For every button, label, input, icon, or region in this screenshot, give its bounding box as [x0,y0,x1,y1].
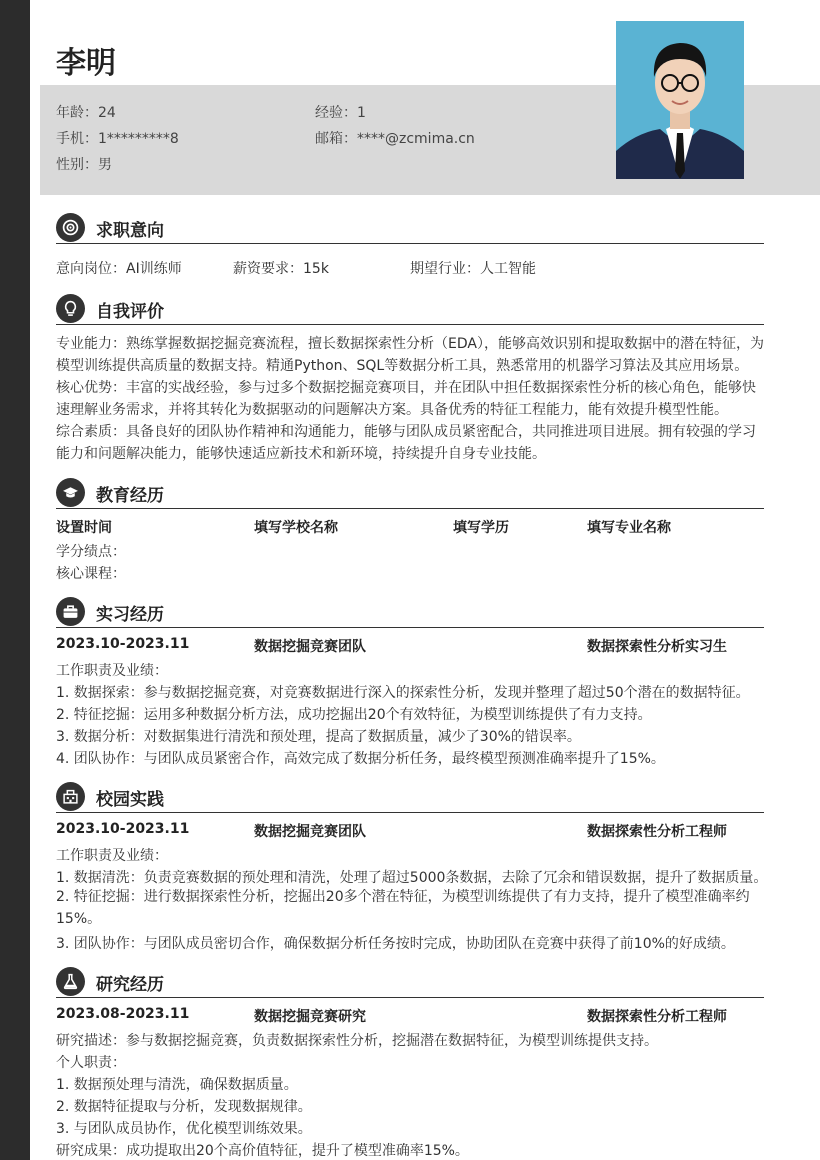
research-duty-label: 个人职责： [56,1055,126,1071]
internship-time: 2023.10-2023.11 [56,636,190,652]
briefcase-icon [56,597,85,626]
section-header-campus [56,782,764,813]
section-header-education [56,478,764,509]
internship-org: 数据挖掘竞赛团队 [254,639,366,655]
research-item: 1. 数据预处理与清洗，确保数据质量。 [56,1077,298,1093]
experience: 经验：1 [315,105,366,121]
section-title-campus: 校园实践 [96,790,164,810]
self-eval-strength: 核心优势：丰富的实战经验，参与过多个数据挖掘竞赛项目，并在团队中担任数据探索性分析的核心角色，能够快速理解业务需求，并将其转化为数据驱动的问题解决方案。具备优秀的特征工程能力，能有效提升模型性能。 [56,380,756,418]
section-header-research [56,967,764,998]
intent-industry: 期望行业：人工智能 [410,261,536,277]
research-item: 3. 与团队成员协作，优化模型训练效果。 [56,1121,312,1137]
portrait-illustration [616,21,744,179]
campus-role: 数据探索性分析工程师 [587,824,727,840]
section-title-research: 研究经历 [96,975,164,995]
section-header-internship [56,597,764,628]
research-role: 数据探索性分析工程师 [587,1009,727,1025]
education-school: 填写学校名称 [254,520,338,536]
lightbulb-icon [56,294,85,323]
target-icon [56,213,85,242]
campus-duty-label: 工作职责及业绩： [56,848,168,864]
section-header-intent [56,213,764,244]
campus-time: 2023.10-2023.11 [56,821,190,837]
research-result: 研究成果：成功提取出20个高价值特征，提升了模型准确率15%。 [56,1143,469,1159]
research-description: 研究描述：参与数据挖掘竞赛，负责数据探索性分析，挖掘潜在数据特征，为模型训练提供支持。 [56,1033,658,1049]
internship-item: 4. 团队协作：与团队成员紧密合作，高效完成了数据分析任务，最终模型预测准确率提升了15%。 [56,751,665,767]
internship-duty-label: 工作职责及业绩： [56,663,168,679]
internship-role: 数据探索性分析实习生 [587,639,727,655]
self-eval-professional: 专业能力：熟练掌握数据挖掘竞赛流程，擅长数据探索性分析（EDA），能够高效识别和提取数据中的潜在特征，为模型训练提供高质量的数据支持。精通Python、SQL等数据分析工具，熟悉常用的机器学习算法及其应用场景。 [56,336,764,374]
education-time: 设置时间 [56,520,112,536]
left-accent-bar [0,0,30,1160]
email: 邮箱：****@zcmima.cn [315,131,475,147]
education-major: 填写专业名称 [587,520,671,536]
campus-item: 1. 数据清洗：负责竞赛数据的预处理和清洗，处理了超过5000条数据，去除了冗余和错误数据，提升了数据质量。 [56,870,768,886]
intent-position: 意向岗位：AI训练师 [56,261,182,277]
research-org: 数据挖掘竞赛研究 [254,1009,366,1025]
internship-item: 3. 数据分析：对数据集进行清洗和预处理，提高了数据质量，减少了30%的错误率。 [56,729,581,745]
education-degree: 填写学历 [453,520,509,536]
internship-item: 1. 数据探索：参与数据挖掘竞赛，对竞赛数据进行深入的探索性分析，发现并整理了超过50个潜在的数据特征。 [56,685,750,701]
campus-org: 数据挖掘竞赛团队 [254,824,366,840]
gender: 性别：男 [56,157,112,173]
section-header-self [56,294,764,325]
campus-item: 2. 特征挖掘：进行数据探索性分析，挖掘出20多个潜在特征，为模型训练提供了有力支持，提升了模型准确率约15%。 [56,889,750,927]
profile-photo [616,21,744,179]
building-icon [56,782,85,811]
campus-item: 3. 团队协作：与团队成员密切合作，确保数据分析任务按时完成，协助团队在竞赛中获得了前10%的好成绩。 [56,936,735,952]
graduation-cap-icon [56,478,85,507]
internship-item: 2. 特征挖掘：运用多种数据分析方法，成功挖掘出20个有效特征，为模型训练提供了有力支持。 [56,707,652,723]
section-title-self: 自我评价 [96,302,164,322]
flask-icon [56,967,85,996]
section-title-education: 教育经历 [96,486,164,506]
self-eval-quality: 综合素质：具备良好的团队协作精神和沟通能力，能够与团队成员紧密配合，共同推进项目进展。拥有较强的学习能力和问题解决能力，能够快速适应新技术和新环境，持续提升自身专业技能。 [56,424,756,462]
research-item: 2. 数据特征提取与分析，发现数据规律。 [56,1099,312,1115]
phone: 手机：1*********8 [56,131,179,147]
research-time: 2023.08-2023.11 [56,1006,190,1022]
education-gpa: 学分绩点： [56,544,126,560]
section-title-internship: 实习经历 [96,605,164,625]
candidate-name: 李明 [56,46,116,81]
age: 年龄：24 [56,105,116,121]
intent-salary: 薪资要求：15k [233,261,329,277]
section-title-intent: 求职意向 [96,221,164,241]
education-courses: 核心课程： [56,566,126,582]
